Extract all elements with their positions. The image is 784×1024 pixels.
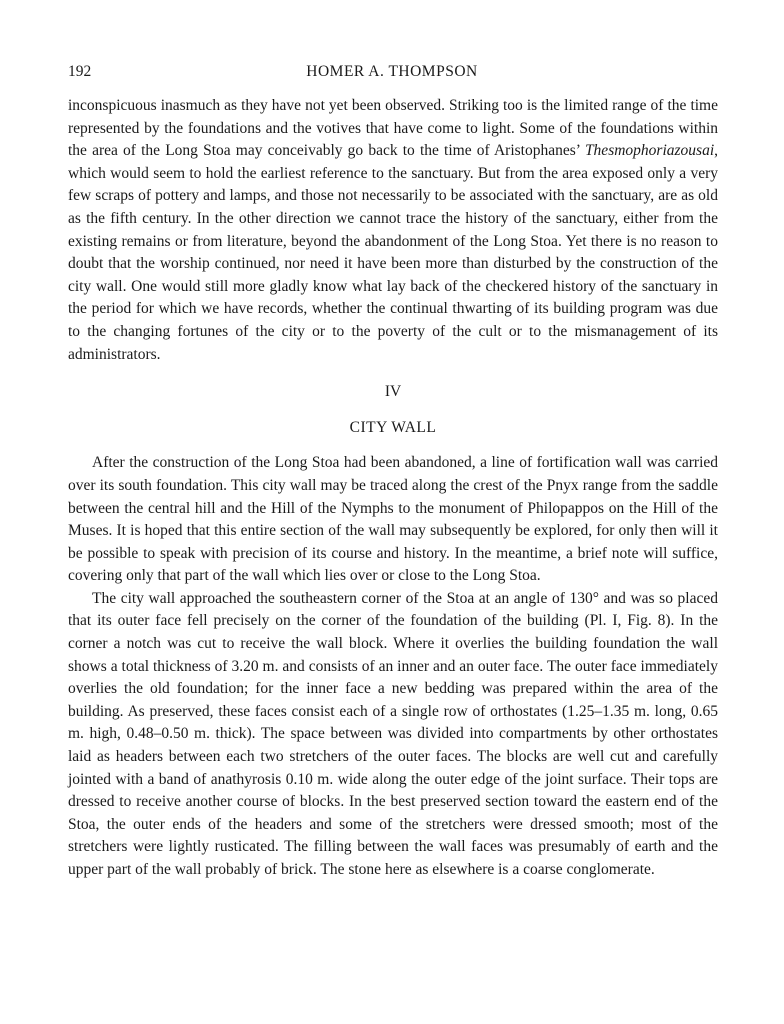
- section-numeral: IV: [384, 383, 402, 401]
- body-text: [68, 95, 718, 882]
- section-paragraph-2: The city wall approached the southeastern corner of the Stoa at an angle of 130° and was so placed that its outer face fell precisely on the corner of the foundation of the building (Pl. I, Fig. 8). In the corner a notch was cut to receive the wall block. Where it overlies the building foundation the wall shows a total thickness of 3.20 m. and consists of an inner and an outer face. The outer face immediately overlies the old foundation; for the inner face a new bedding was prepared within the area of the building. As preserved, these faces consist each of a single row of orthostates (1.25–1.35 m. long, 0.65 m. high, 0.48–0.50 m. thick). The space between was divided into compartments by other orthostates laid as headers between each two stretchers of the outer faces. The blocks are well cut and carefully jointed with a band of anathyrosis 0.10 m. wide along the outer edge of the joint surface. Their tops are dressed to receive another course of blocks. In the best preserved section toward the eastern end of the Stoa, the outer ends of the headers and some of the stretchers were dressed smooth; most of the stretchers were lightly rusticated. The filling between the wall faces was presumably of earth and the upper part of the wall probably of brick. The stone here as elsewhere is a coarse conglomerate.: [68, 589, 718, 878]
- running-title: HOMER A. THOMPSON: [306, 63, 478, 80]
- continuation-text-part2: , which would seem to hold the earliest reference to the sanctuary. But from the area exposed only a very few scraps of pottery and lamps, and those not necessarily to be associated with the sanctuary, are as old as the fifth century. In the other direction we cannot trace the history of the sanctuary, either from the existing remains or from literature, beyond the abandonment of the Long Stoa. Yet there is no reason to doubt that the worship continued, nor need it have been more than disturbed by the construction of the city wall. One would still more gladly know what lay back of the checkered history of the sanctuary in the period for which we have records, whether the continual thwarting of its building program was due to the changing fortunes of the city or to the poverty of the cult or to the mismanagement of its administrators.: [68, 142, 718, 363]
- section-title: CITY WALL: [349, 418, 437, 436]
- continuation-paragraph: [68, 95, 718, 366]
- section-paragraph-1: After the construction of the Long Stoa had been abandoned, a line of fortification wall was carried over its south foundation. This city wall may be traced along the crest of the Pnyx range from the saddle between the central hill and the Hill of the Nymphs to the monument of Philopappos on the Hill of the Muses. It is hoped that this entire section of the wall may subsequently be explored, for only then will it be possible to speak with precision of its course and history. In the meantime, a brief note will suffice, covering only that part of the wall which lies over or close to the Long Stoa.: [68, 454, 718, 585]
- running-head: [68, 63, 716, 85]
- italic-title: Thesmophoriazousai: [584, 142, 715, 160]
- continuation-text-part1: inconspicuous inasmuch as they have not yet been observed. Striking too is the limited range of the time represented by the foundations and the votives that have come to light. Some of the foundations within the area of the Long Stoa may conceivably go back to the time of Aristophanes’: [68, 97, 718, 160]
- page-number: 192: [68, 63, 92, 80]
